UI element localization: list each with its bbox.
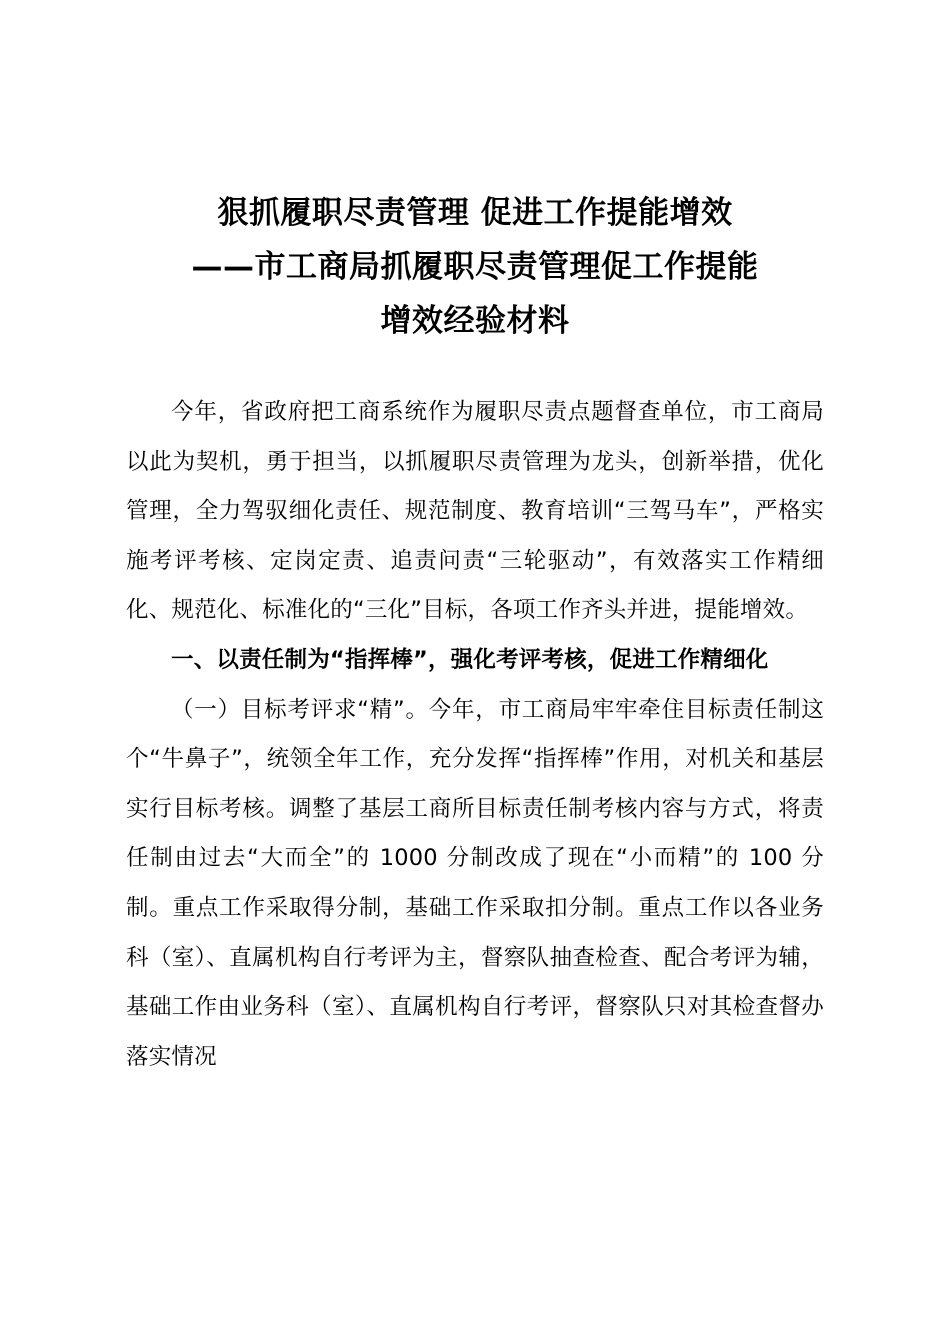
document-body <box>126 388 824 1082</box>
document-title <box>126 186 824 348</box>
section-heading-1: 一、以责任制为“指挥棒”，强化考评考核，促进工作精细化 <box>171 646 769 673</box>
intro-paragraph: 今年，省政府把工商系统作为履职尽责点题督查单位，市工商局以此为契机，勇于担当，以抓履职尽责管理为龙头，创新举措，优化管理，全力驾驭细化责任、规范制度、教育培训“三驾马车”，严格实施考评考核、定岗定责、追责问责“三轮驱动”，有效落实工作精细化、规范化、标准化的“三化”目标，各项工作齐头并进，提能增效。 <box>126 399 824 624</box>
title-line-1: 狠抓履职尽责管理 促进工作提能增效 <box>217 195 733 231</box>
title-line-2: ——市工商局抓履职尽责管理促工作提能 <box>191 249 759 285</box>
title-line-3: 增效经验材料 <box>380 303 570 339</box>
section-1-paragraph: （一）目标考评求“精”。今年，市工商局牢牢牵住目标责任制这个“牛鼻子”，统领全年工作，充分发挥“指挥棒”作用，对机关和基层实行目标考核。调整了基层工商所目标责任制考核内容与方式，将责任制由过去“大而全”的 1000 分制改成了现在“小而精”的 100 分制。重点工作采取得分制，基础工作采取扣分制。重点工作以各业务科（室）、直属机构自行考评为主，督察队抽查检查、配合考评为辅，基础工作由业务科（室）、直属机构自行考评，督察队只对其检查督办落实情况 <box>126 696 824 1070</box>
